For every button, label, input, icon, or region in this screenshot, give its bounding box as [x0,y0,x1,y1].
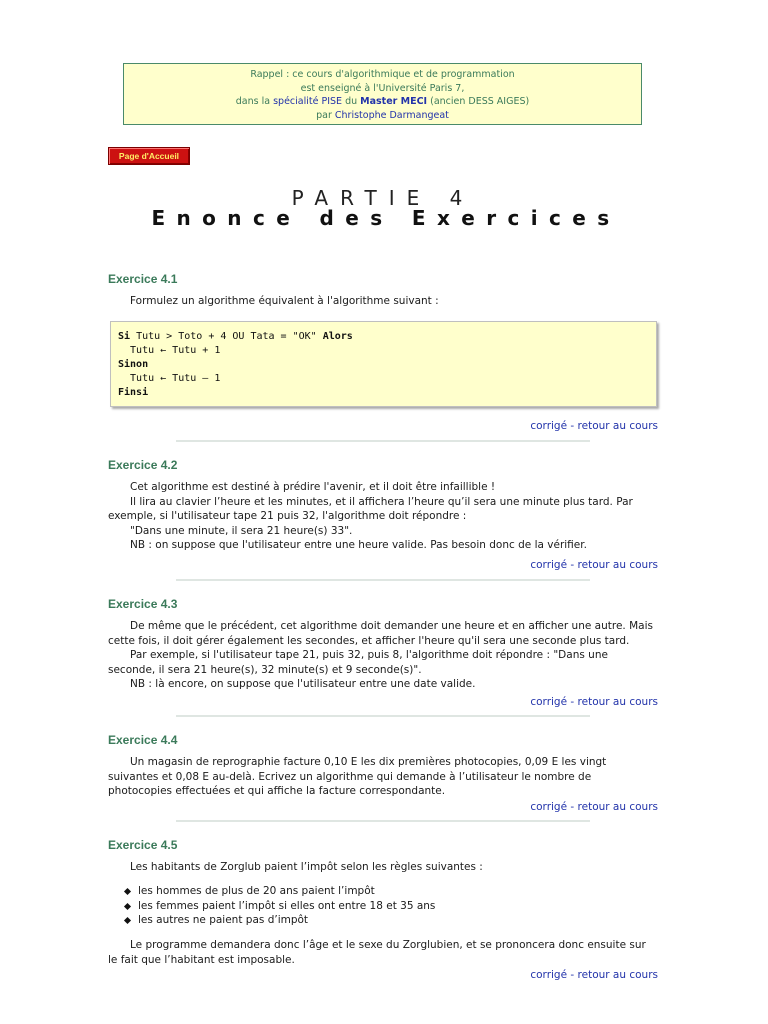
exercise-4-4-p1: Un magasin de reprographie facture 0,10 E les dix premières photocopies, 0,09 E les vingt suivantes et 0,08 E au-delà. Ecrivez un algorithme qui demande à l’utilisateur le nombre de photocopies effectuées et qui affiche la facture correspondante. [108,756,607,797]
bullet-diamond-icon [124,917,131,924]
exercise-4-2-p2: Il lira au clavier l’heure et les minutes, et il affichera l’heure qu’il sera une minute plus tard. Par exemple, si l'utilisateur tape 21 puis 32, l'algorithme doit répondre : [108,495,633,522]
link-separator: - [567,969,578,981]
link-separator: - [567,801,578,813]
exercise-4-2-p1: Cet algorithme est destiné à prédire l'avenir, et il doit être infaillible ! [130,481,496,493]
code-line-4: Tutu ← Tutu – 1 [118,373,221,384]
code-line-2: Tutu ← Tutu + 1 [118,345,221,356]
exercise-4-5-links [530,969,658,981]
code-keyword-sinon: Sinon [118,359,149,370]
corrige-link[interactable]: corrigé [530,559,568,571]
exercise-4-3-p1: De même que le précédent, cet algorithme doit demander une heure et en afficher une autre. Mais cette fois, il doit gérer également les secondes, et afficher l'heure qu'il sera une seconde plus tard. [108,620,653,647]
exercise-4-3-p3: NB : là encore, on suppose que l'utilisateur entre une date valide. [130,678,476,690]
exercise-4-2-links [530,559,658,571]
list-item [108,899,435,914]
exercise-4-4-links [530,801,658,813]
list-item [108,884,435,899]
link-separator: - [567,559,578,571]
code-keyword-si: Si [118,331,131,342]
exercise-4-1-title: Exercice 4.1 [108,272,178,286]
page-title: Enonce des Exercices [151,206,621,230]
master-meci-link[interactable]: Master MECI [360,96,428,107]
author-link[interactable]: Christophe Darmangeat [334,109,449,121]
home-page-button[interactable]: Page d'Accueil [108,147,190,165]
banner-line3-mid: du [342,96,361,107]
course-info-banner [123,63,642,125]
corrige-link[interactable]: corrigé [530,696,568,708]
pise-link[interactable]: spécialité PISE [273,96,343,107]
exercise-4-3-title: Exercice 4.3 [108,597,178,611]
tax-rules-list [108,884,435,928]
divider [176,579,590,581]
exercise-4-3-p2: Par exemple, si l'utilisateur tape 21, puis 32, puis 8, l'algorithme doit répondre : "Dans une seconde, il sera 21 heure(s), 32 minute(s) et 9 seconde(s)". [108,649,608,676]
exercise-4-1-text [108,294,658,309]
list-item-text: les femmes paient l’impôt si elles ont entre 18 et 35 ans [138,899,436,912]
exercise-4-3-links [530,696,658,708]
exercise-4-5-outro [108,938,658,967]
corrige-link[interactable]: corrigé [530,420,568,432]
exercise-4-3-text [108,619,658,692]
retour-link[interactable]: retour au cours [577,969,658,981]
retour-link[interactable]: retour au cours [577,559,658,571]
list-item-text: les hommes de plus de 20 ans paient l’impôt [138,885,375,897]
retour-link[interactable]: retour au cours [577,696,658,708]
exercise-4-2-text [108,480,658,553]
banner-line-4 [124,109,641,123]
link-separator: - [567,420,578,432]
banner-line3-pre: dans la [235,96,274,107]
retour-link[interactable]: retour au cours [577,801,658,813]
exercise-4-1-links [530,420,658,432]
link-separator: - [567,696,578,708]
divider [176,440,590,442]
exercise-4-4-text [108,755,658,799]
exercise-4-2-title: Exercice 4.2 [108,458,178,472]
list-item [108,913,435,928]
bullet-diamond-icon [124,902,131,909]
banner-line-3 [124,95,641,109]
retour-link[interactable]: retour au cours [577,420,658,432]
banner-line3-post: (ancien DESS AIGES) [427,96,530,107]
divider [176,820,590,822]
divider [176,715,590,717]
list-item-text: les autres ne paient pas d’impôt [138,914,309,926]
code-block [110,321,657,407]
corrige-link[interactable]: corrigé [530,969,568,981]
banner-line-1: Rappel : ce cours d'algorithmique et de programmation [250,69,515,80]
code-keyword-finsi: Finsi [118,387,149,398]
banner-line4-pre: par [316,109,335,121]
banner-line-2: est enseigné à l'Université Paris 7, [300,82,465,94]
exercise-4-5-title: Exercice 4.5 [108,838,178,852]
exercise-4-2-p4: NB : on suppose que l'utilisateur entre une heure valide. Pas besoin donc de la vérifier. [130,539,587,551]
corrige-link[interactable]: corrigé [530,801,568,813]
exercise-4-5-intro [108,860,658,875]
exercise-4-5-p2: Le programme demandera donc l’âge et le sexe du Zorglubien, et se prononcera donc ensuite sur le fait que l’habitant est imposable. [108,939,646,966]
part-heading: PARTIE 4 [291,186,475,210]
exercise-4-2-p3: "Dans une minute, il sera 21 heure(s) 33". [130,524,353,537]
exercise-4-4-title: Exercice 4.4 [108,733,178,747]
exercise-4-5-p1: Les habitants de Zorglub paient l’impôt selon les règles suivantes : [130,861,483,873]
exercise-4-1-paragraph: Formulez un algorithme équivalent à l'algorithme suivant : [130,295,439,307]
code-line-1: Tutu > Toto + 4 OU Tata = "OK" [130,331,323,342]
bullet-diamond-icon [124,888,131,895]
code-keyword-alors: Alors [322,331,353,342]
